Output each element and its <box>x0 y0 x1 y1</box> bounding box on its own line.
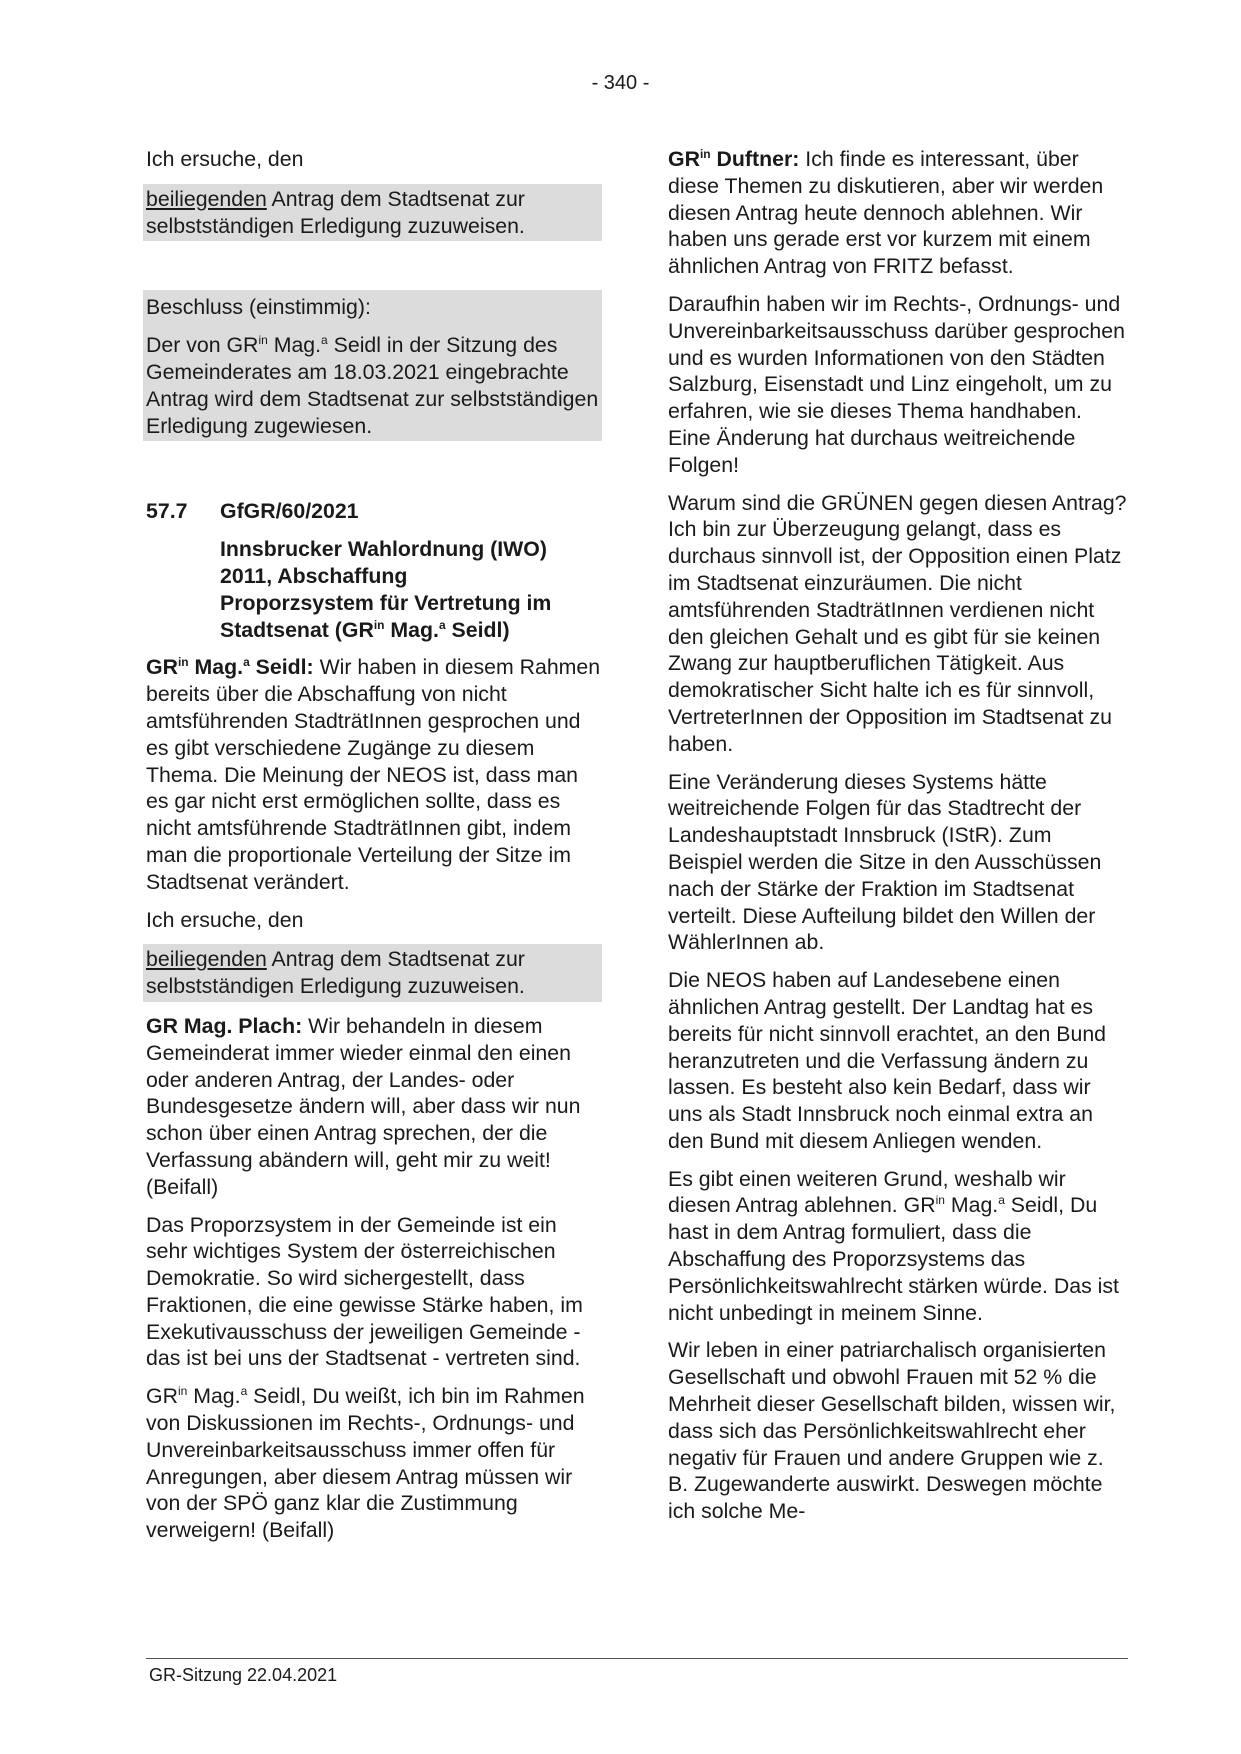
request-intro-2: Ich ersuche, den <box>146 907 304 932</box>
request-box-2-underlined: beiliegenden <box>146 947 267 972</box>
section-number: 57.7 <box>146 499 188 524</box>
section-code: GfGR/60/2021 <box>220 499 359 524</box>
request-box-underlined: beiliegenden <box>146 186 267 211</box>
section-heading <box>146 498 602 525</box>
speech-seidl: $GR^{in}$ Mag.$^a$ Seidl: Wir haben in diesem Rahmen bereits über die Abschaffung von nicht amtsführenden StadträtInnen gesprochen und es gibt verschiedene Zugänge zu diesem Thema. Die Meinung der NEOS ist, dass man es gar nicht erst ermöglichen sollte, dass es nicht amtsführende StadträtInnen gibt, indem man die proportionale Verteilung der Sitze im Stadtsenat verändert. <box>146 655 601 894</box>
request-box <box>143 184 602 242</box>
speech-duftner-6: Es gibt einen weiteren Grund, weshalb wir diesen Antrag ablehnen. $GR^{in}$ Mag.$^a$ Seidl, Du hast in dem Antrag formuliert, dass die Abschaffung des Proporzsystems das Persönlichkeitswahlrecht stärken würde. Das ist nicht unbedingt in meinem Sinne. <box>668 1166 1119 1325</box>
request-box-text: Antrag dem Stadtsenat zur selbstständigen Erledigung zuzuweisen. <box>146 186 525 238</box>
speech-duftner-4: Eine Veränderung dieses Systems hätte weitreichende Folgen für das Stadtrecht der Landeshauptstadt Innsbruck (IStR). Zum Beispiel werden die Sitze in den Ausschüssen nach der Stärke der Fraktion im Stadtsenat verteilt. Diese Aufteilung bildet den Willen der WählerInnen ab. <box>668 769 1102 955</box>
speech-duftner-3: Warum sind die GRÜNEN gegen diesen Antrag? Ich bin zur Überzeugung gelangt, dass es durchaus sinnvoll ist, der Opposition einen Platz im Stadtsenat einzuräumen. Die nicht amtsführenden StadträtInnen verdienen nicht den gleichen Gehalt und es gibt für sie keinen Zwang zur hauptberuflichen Tätigkeit. Aus demokratischer Sicht halte ich es für sinnvoll, VertreterInnen der Opposition im Stadtsenat zu haben. <box>668 490 1127 756</box>
speech-plach: GR Mag. Plach: Wir behandeln in diesem Gemeinderat immer wieder einmal den einen oder anderen Antrag, der Landes- oder Bundesgesetze ändern will, aber dass wir nun schon über einen Antrag sprechen, der die Verfassung abändern will, geht mir zu weit! (Beifall) <box>146 1013 581 1199</box>
speech-duftner-7: Wir leben in einer patriarchalisch organisierten Gesellschaft und obwohl Frauen mit 52 % die Mehrheit dieser Gesellschaft bilden, wissen wir, dass sich das Persönlichkeitswahlrecht eher negativ für Frauen und andere Gruppen wie z. B. Zugewanderte auswirkt. Deswegen möchte ich solche Me- <box>668 1338 1116 1524</box>
speech-duftner-2: Daraufhin haben wir im Rechts-, Ordnungs- und Unvereinbarkeitsausschuss darüber gesprochen und es wurden Informationen von den Städten Salzburg, Eisenstadt und Linz eingeholt, um zu erfahren, wie sie dieses Thema handhaben. Eine Änderung hat durchaus weitreichende Folgen! <box>668 291 1125 477</box>
speech-duftner: $GR^{in}$ Duftner: Ich finde es interessant, über diese Themen zu diskutieren, aber wir werden diesen Antrag heute dennoch ablehnen. Wir haben uns gerade erst vor kurzem mit einem ähnlichen Antrag von FRITZ befasst. <box>668 146 1104 279</box>
footer-divider <box>146 1658 1128 1659</box>
speech-duftner-5: Die NEOS haben auf Landesebene einen ähnlichen Antrag gestellt. Der Landtag hat es bereits für nicht sinnvoll erachtet, an den Bund heranzutreten und die Verfassung ändern zu lassen. Es besteht also kein Bedarf, dass wir uns als Stadt Innsbruck noch einmal extra an den Bund mit diesem Anliegen wenden. <box>668 968 1107 1153</box>
right-column <box>668 146 1128 1536</box>
request-intro: Ich ersuche, den <box>146 147 304 171</box>
speaker-duftner: $GR^{in}$ Duftner: <box>668 146 800 171</box>
resolution-text: Der von $GR^{in}$ Mag.$^a$ Seidl in der Sitzung des Gemeinderates am 18.03.2021 eingebrachte Antrag wird dem Stadtsenat zur selbstständigen Erledigung zugewiesen. <box>146 333 599 438</box>
speaker-seidl: $GR^{in}$ Mag.$^a$ Seidl: <box>146 655 314 680</box>
resolution-label: Beschluss (einstimmig): <box>146 295 371 320</box>
resolution-box <box>143 290 602 441</box>
footer-text: GR-Sitzung 22.04.2021 <box>149 1665 338 1685</box>
speaker-plach: GR Mag. Plach: <box>146 1013 303 1038</box>
request-box-2: beiliegenden Antrag dem Stadtsenat zur selbstständigen Erledigung zuzuweisen. <box>143 944 602 1002</box>
speech-plach-2: Das Proporzsystem in der Gemeinde ist ein sehr wichtiges System der österreichischen Demokratie. So wird sichergestellt, dass Fraktionen, die eine gewisse Stärke haben, im Exekutivausschuss der jeweiligen Gemeinde - das ist bei uns der Stadtsenat - vertreten sind. <box>146 1212 583 1371</box>
page-number: - 340 - <box>591 72 650 94</box>
speech-plach-3: $GR^{in}$ Mag.$^a$ Seidl, Du weißt, ich bin im Rahmen von Diskussionen im Rechts-, Ordnungs- und Unvereinbarkeitsausschuss immer offen für Anregungen, aber diesem Antrag müssen wir von der SPÖ ganz klar die Zustimmung verweigern! (Beifall) <box>146 1384 585 1543</box>
section-title: Innsbrucker Wahlordnung (IWO) 2011, Abschaffung Proporzsystem für Vertretung im Stadtsenat ($GR^{in}$ Mag.$^a$ Seidl) <box>220 537 552 642</box>
left-column <box>146 146 602 1555</box>
